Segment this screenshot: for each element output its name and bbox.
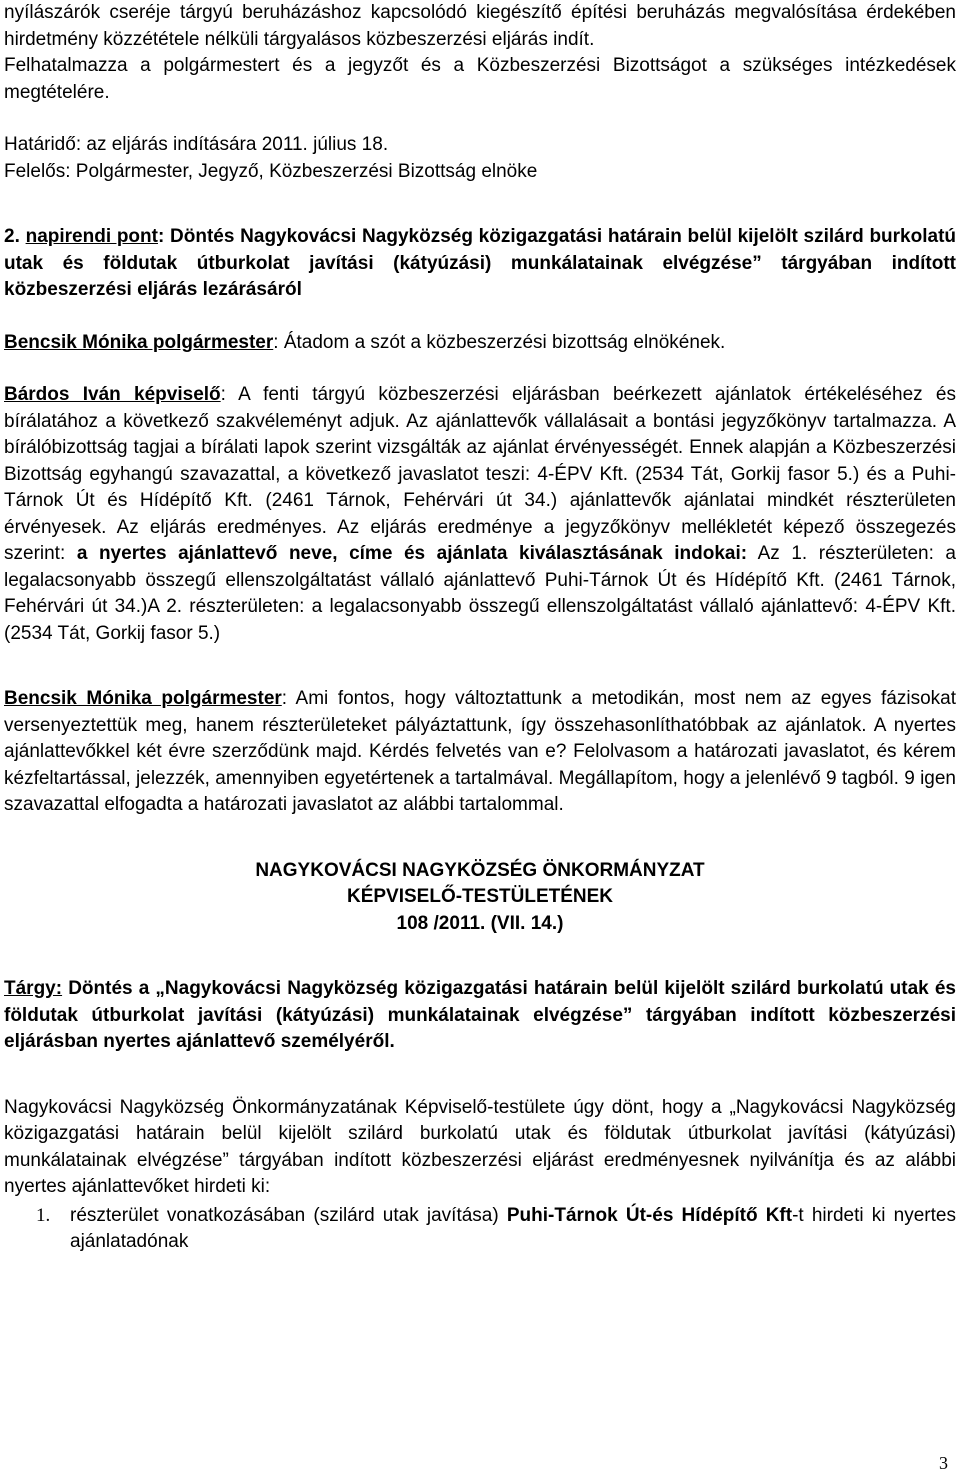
speech-committee (4, 382, 956, 647)
responsible-line: Felelős: Polgármester, Jegyző, Közbeszerzési Bizottság elnöke (4, 160, 538, 182)
intro-paragraph: nyílászárók cseréje tárgyú beruházáshoz kapcsolódó kiegészítő építési beruházás megvalósítása érdekében hirdetmény közzététele nélküli tárgyalásos közbeszerzési eljárás indít. (4, 2, 956, 50)
list-item (4, 1203, 956, 1256)
agenda-title: Döntés Nagykovácsi Nagyközség közigazgatási határain belül kijelölt szilárd burkolatú utak és földutak útburkolat javítási (kátyúzási) munkálatainak elvégzése” tárgyában indított közbeszerzési eljárás lezárásáról (4, 226, 957, 300)
speech-text-cont: Az 1. részterületen: a legalacsonyabb összegű ellenszolgáltatást vállaló ajánlattevő Puhi-Tárnok Út és Hídépítő Kft. (2461 Tárnok, Fehérvári út 34.)A 2. részterületen: a legalacsonyabb összegű ellenszolgáltatást vállaló ajánlattevő: 4-ÉPV Kft. (2534 Tát, Gorkij fasor 5.) (4, 543, 956, 644)
list-number: 1. (36, 1204, 51, 1226)
authorization-paragraph: Felhatalmazza a polgármestert és a jegyzőt és a Közbeszerzési Bizottságot a szükséges intézkedések megtételére. (4, 55, 956, 103)
speech-text: : A fenti tárgyú közbeszerzési eljárásban beérkezett ajánlatok értékeléséhez és bírálatához a következő szakvéleményt adjuk. Az ajánlattevők vállalásait a bontási jegyzőkönyv tartalmazza. A bírálóbizottság tagjai a bírálati lapok szerint vizsgálták az ajánlat érvényességét. Ennek alapján a Közbeszerzési Bizottság egyhangú szavazattal, a következő javaslatot teszi: 4-ÉPV Kft. (2534 Tát, Gorkij fasor 5.) és a Puhi-Tárnok Út és Hídépítő Kft. (2461 Tárnok, Fehérvári út 34.) ajánlattevők ajánlatai mindkét részterületen érvényesek. Az eljárás eredményes. Az eljárás eredménye a jegyzőkönyv mellékletét képező összegezés szerint: (4, 384, 956, 564)
subject-paragraph (4, 976, 956, 1056)
winner-name: Puhi-Tárnok Út-és Hídépítő Kft (506, 1204, 793, 1226)
subject-text: Döntés a „Nagykovácsi Nagyközség közigazgatási határain belül kijelölt szilárd burkolatú utak és földutak útburkolat javítási (kátyúzási) munkálatainak elvégzése” tárgyában indított közbeszerzési eljárásban nyertes ajánlattevő személyéről. (4, 978, 956, 1052)
agenda-number: 2. (4, 226, 20, 247)
agenda-heading: 2. napirendi pont: Döntés Nagykovácsi Nagyközség közigazgatási határain belül kijelölt szilárd burkolatú utak és földutak útburkolat javítási (kátyúzási) munkálatainak elvégzése” tárgyában indított közbeszerzési eljárás lezárásáról (4, 226, 957, 300)
decision-paragraph: Nagykovácsi Nagyközség Önkormányzatának Képviselő-testülete úgy dönt, hogy a „Nagykovácsi Nagyközség közigazgatási határain belül kijelölt szilárd burkolatú utak és földutak útburkolat javítási (kátyúzási) munkálatainak elvégzése” tárgyában indított közbeszerzési eljárást eredményesnek nyilvánítja és az alábbi nyertes ajánlattevőket hirdeti ki: (4, 1096, 956, 1197)
speech-text: : Átadom a szót a közbeszerzési bizottság elnökének. (273, 331, 726, 353)
resolution-number: 108 /2011. (VII. 14.) (396, 912, 564, 934)
resolution-line-2: KÉPVISELŐ-TESTÜLETÉNEK (346, 886, 614, 907)
speech-mayor-1 (4, 330, 956, 357)
resolution-line-1: NAGYKOVÁCSI NAGYKÖZSÉG ÖNKORMÁNYZAT (255, 859, 705, 881)
list-text: részterület vonatkozásában (szilárd utak javítása) Puhi-Tárnok Út-és Hídépítő Kft-t hirdeti ki nyertes ajánlatadónak (70, 1204, 956, 1252)
agenda-label: napirendi pont (25, 226, 158, 247)
deadline-line: Határidő: az eljárás indítására 2011. július 18. (4, 134, 389, 155)
resolution-header (4, 858, 956, 938)
document-page (4, 0, 956, 1256)
subject-label: Tárgy: (4, 978, 63, 999)
speech-mayor-2 (4, 686, 956, 819)
speech-text: : Ami fontos, hogy változtattunk a metodikán, most nem az egyes fázisokat versenyeztettük meg, hanem részterületeket pályáztattunk, így összehasonlíthatóbbak az ajánlatok. A nyertes ajánlattevőkkel két évre szerződünk majd. Kérdés felvetés van e? Felolvasom a határozati javaslatot, és kérem kézfeltartással, jelezzék, amennyiben egyetértenek a tartalmával. Megállapítom, hogy a jelenlévő 9 tagból. 9 igen szavazattal elfogadta a határozati javaslatot az alábbi tartalommal. (4, 688, 956, 815)
speaker-name: Bencsik Mónika polgármester (4, 688, 282, 709)
speaker-name: Bárdos Iván képviselő (4, 384, 221, 405)
speech-bold-text: a nyertes ajánlattevő neve, címe és ajánlata kiválasztásának indokai: (76, 543, 748, 564)
page-number: 3 (939, 1453, 948, 1473)
speaker-name: Bencsik Mónika polgármester (4, 331, 274, 353)
